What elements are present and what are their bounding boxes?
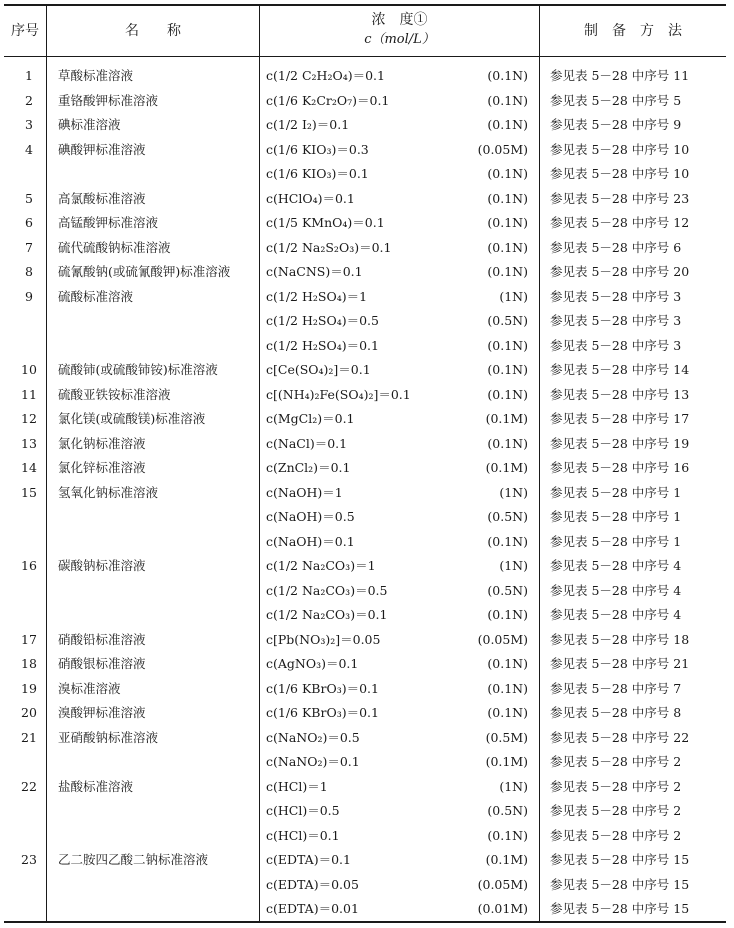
- table-row: [0, 505, 734, 530]
- row-normality: (0.1M): [485, 754, 528, 769]
- row-concentration-expression: c(EDTA)＝0.01: [266, 901, 359, 916]
- row-concentration-expression: c(HCl)＝0.5: [266, 803, 340, 818]
- row-normality: (0.1M): [485, 852, 528, 867]
- table-header-rule: [4, 56, 726, 57]
- row-normality: (0.1M): [485, 411, 528, 426]
- table-row: [0, 750, 734, 775]
- row-concentration-expression: c(MgCl₂)＝0.1: [266, 411, 355, 426]
- table-row: [0, 652, 734, 677]
- row-concentration-expression: c(1/2 Na₂CO₃)＝0.1: [266, 607, 388, 622]
- row-concentration-expression: c(EDTA)＝0.05: [266, 876, 359, 892]
- row-serial-no: 3: [25, 117, 33, 132]
- row-concentration-expression: c(AgNO₃)＝0.1: [266, 656, 359, 671]
- row-normality: (0.5N): [487, 803, 528, 818]
- table-row: [0, 407, 734, 432]
- row-normality: (0.1N): [487, 239, 528, 255]
- row-preparation-method: 参见表 5－28 中序号 4: [550, 558, 682, 573]
- row-concentration-expression: c(1/2 I₂)＝0.1: [266, 117, 350, 132]
- row-concentration-expression: c(1/2 H₂SO₄)＝0.5: [266, 313, 379, 328]
- row-preparation-method: 参见表 5－28 中序号 12: [550, 215, 690, 230]
- table-row: [0, 64, 734, 89]
- row-preparation-method: 参见表 5－28 中序号 2: [550, 754, 682, 769]
- table-row: [0, 873, 734, 898]
- table-row: [0, 162, 734, 187]
- row-solution-name: 氯化锌标准溶液: [58, 460, 146, 475]
- row-solution-name: 高锰酸钾标准溶液: [58, 215, 159, 230]
- row-serial-no: 10: [21, 362, 37, 377]
- row-concentration-expression: c(1/6 KBrO₃)＝0.1: [266, 705, 379, 720]
- row-preparation-method: 参见表 5－28 中序号 15: [550, 852, 690, 867]
- row-concentration-expression: c(NaNO₂)＝0.1: [266, 754, 360, 769]
- row-preparation-method: 参见表 5－28 中序号 3: [550, 288, 682, 304]
- row-concentration-expression: c(ZnCl₂)＝0.1: [266, 460, 351, 475]
- row-normality: (0.1N): [487, 264, 528, 279]
- row-normality: (0.1N): [487, 607, 528, 622]
- row-preparation-method: 参见表 5－28 中序号 3: [550, 337, 682, 353]
- table-row: [0, 897, 734, 922]
- row-serial-no: 2: [25, 92, 33, 108]
- row-concentration-expression: c[Pb(NO₃)₂]＝0.05: [266, 631, 381, 647]
- header-name: 名 称: [125, 23, 181, 39]
- row-concentration-expression: c(EDTA)＝0.1: [266, 852, 351, 867]
- row-normality: (0.1N): [487, 166, 528, 181]
- row-solution-name: 重铬酸钾标准溶液: [58, 92, 159, 108]
- row-serial-no: 18: [21, 656, 37, 671]
- header-concentration-title: 浓 度①: [371, 12, 428, 28]
- row-normality: (0.1N): [487, 92, 528, 108]
- row-solution-name: 草酸标准溶液: [58, 68, 134, 83]
- row-normality: (0.1N): [487, 680, 528, 696]
- row-solution-name: 溴标准溶液: [58, 680, 121, 696]
- row-preparation-method: 参见表 5－28 中序号 14: [550, 362, 690, 377]
- row-preparation-method: 参见表 5－28 中序号 4: [550, 582, 682, 598]
- row-normality: (0.1N): [487, 435, 528, 451]
- row-serial-no: 14: [21, 460, 37, 475]
- row-serial-no: 11: [21, 386, 37, 402]
- row-concentration-expression: c(NaOH)＝0.1: [266, 533, 355, 549]
- row-normality: (0.1N): [487, 533, 528, 549]
- row-concentration-expression: c(NaCl)＝0.1: [266, 435, 348, 451]
- table-row: [0, 285, 734, 310]
- row-serial-no: 9: [25, 288, 33, 304]
- row-preparation-method: 参见表 5－28 中序号 1: [550, 509, 682, 524]
- row-serial-no: 12: [21, 411, 37, 426]
- row-concentration-expression: c(1/2 Na₂CO₃)＝1: [266, 558, 376, 573]
- table-row: [0, 824, 734, 849]
- row-normality: (0.1N): [487, 362, 528, 377]
- header-preparation-method: 制 备 方 法: [584, 23, 682, 39]
- row-concentration-expression: c(NaNO₂)＝0.5: [266, 729, 360, 745]
- row-normality: (0.1N): [487, 827, 528, 843]
- row-preparation-method: 参见表 5－28 中序号 20: [550, 264, 690, 279]
- table-row: [0, 236, 734, 261]
- row-serial-no: 21: [21, 729, 37, 745]
- row-concentration-expression: c(NaCNS)＝0.1: [266, 264, 363, 279]
- row-serial-no: 23: [21, 852, 37, 867]
- row-normality: (0.1N): [487, 190, 528, 206]
- row-concentration-expression: c(1/6 KIO₃)＝0.3: [266, 141, 369, 157]
- row-serial-no: 5: [25, 190, 33, 206]
- table-row: [0, 358, 734, 383]
- row-normality: (0.01M): [477, 901, 528, 916]
- row-concentration-expression: c(1/6 KIO₃)＝0.1: [266, 166, 369, 181]
- row-concentration-expression: c(1/2 C₂H₂O₄)＝0.1: [266, 68, 385, 83]
- row-concentration-expression: c(1/5 KMnO₄)＝0.1: [266, 215, 385, 230]
- row-normality: (0.1M): [485, 460, 528, 475]
- row-normality: (0.1N): [487, 117, 528, 132]
- row-normality: (0.5N): [487, 582, 528, 598]
- row-preparation-method: 参见表 5－28 中序号 16: [550, 460, 690, 475]
- table-row: [0, 481, 734, 506]
- table-row: [0, 334, 734, 359]
- row-normality: (0.1N): [487, 68, 528, 83]
- row-concentration-expression: c(1/2 H₂SO₄)＝0.1: [266, 337, 379, 353]
- row-preparation-method: 参见表 5－28 中序号 13: [550, 386, 690, 402]
- row-normality: (1N): [499, 288, 528, 304]
- row-concentration-expression: c(1/6 KBrO₃)＝0.1: [266, 680, 379, 696]
- row-preparation-method: 参见表 5－28 中序号 3: [550, 313, 682, 328]
- row-solution-name: 硫酸标准溶液: [58, 288, 134, 304]
- row-normality: (0.1N): [487, 705, 528, 720]
- row-solution-name: 碳酸钠标准溶液: [58, 558, 146, 573]
- row-preparation-method: 参见表 5－28 中序号 10: [550, 166, 690, 181]
- table-row: [0, 309, 734, 334]
- row-preparation-method: 参见表 5－28 中序号 17: [550, 411, 690, 426]
- header-serial-no: 序号: [11, 23, 39, 39]
- table-row: [0, 456, 734, 481]
- table-row: [0, 530, 734, 555]
- row-normality: (0.1N): [487, 337, 528, 353]
- row-solution-name: 硫酸铈(或硫酸铈铵)标准溶液: [58, 362, 218, 377]
- row-normality: (0.5M): [485, 729, 528, 745]
- row-solution-name: 硝酸铅标准溶液: [58, 631, 146, 647]
- row-serial-no: 15: [21, 484, 37, 500]
- table-row: [0, 187, 734, 212]
- table-row: [0, 677, 734, 702]
- header-concentration-unit: c（mol/L）: [364, 32, 435, 47]
- row-solution-name: 氯化镁(或硫酸镁)标准溶液: [58, 411, 206, 426]
- table-row: [0, 799, 734, 824]
- row-solution-name: 硫酸亚铁铵标准溶液: [58, 386, 171, 402]
- row-solution-name: 盐酸标准溶液: [58, 778, 134, 794]
- row-solution-name: 氢氧化钠标准溶液: [58, 484, 159, 500]
- row-concentration-expression: c(1/2 Na₂S₂O₃)＝0.1: [266, 239, 392, 255]
- row-normality: (0.05M): [477, 631, 528, 647]
- row-normality: (0.05M): [477, 141, 528, 157]
- table-row: [0, 554, 734, 579]
- row-concentration-expression: c(1/2 Na₂CO₃)＝0.5: [266, 582, 388, 598]
- row-normality: (1N): [499, 558, 528, 573]
- row-concentration-expression: c[(NH₄)₂Fe(SO₄)₂]＝0.1: [266, 386, 411, 402]
- row-preparation-method: 参见表 5－28 中序号 2: [550, 803, 682, 818]
- row-concentration-expression: c(1/6 K₂Cr₂O₇)＝0.1: [266, 92, 390, 108]
- row-preparation-method: 参见表 5－28 中序号 1: [550, 484, 682, 500]
- row-normality: (0.1N): [487, 215, 528, 230]
- row-solution-name: 硫氰酸钠(或硫氰酸钾)标准溶液: [58, 264, 231, 279]
- table-row: [0, 89, 734, 114]
- row-serial-no: 13: [21, 435, 37, 451]
- row-normality: (1N): [499, 778, 528, 794]
- table-row: [0, 260, 734, 285]
- row-solution-name: 乙二胺四乙酸二钠标准溶液: [58, 852, 209, 867]
- table-row: [0, 775, 734, 800]
- row-solution-name: 硫代硫酸钠标准溶液: [58, 239, 171, 255]
- row-preparation-method: 参见表 5－28 中序号 15: [550, 876, 690, 892]
- row-preparation-method: 参见表 5－28 中序号 19: [550, 435, 690, 451]
- table-row: [0, 432, 734, 457]
- row-concentration-expression: c(HClO₄)＝0.1: [266, 190, 355, 206]
- row-preparation-method: 参见表 5－28 中序号 5: [550, 92, 682, 108]
- table-row: [0, 113, 734, 138]
- row-solution-name: 溴酸钾标准溶液: [58, 705, 146, 720]
- row-normality: (0.05M): [477, 876, 528, 892]
- row-concentration-expression: c(1/2 H₂SO₄)＝1: [266, 288, 368, 304]
- row-serial-no: 20: [21, 705, 37, 720]
- row-preparation-method: 参见表 5－28 中序号 1: [550, 533, 682, 549]
- row-preparation-method: 参见表 5－28 中序号 23: [550, 190, 690, 206]
- row-preparation-method: 参见表 5－28 中序号 10: [550, 141, 690, 157]
- row-normality: (0.1N): [487, 656, 528, 671]
- row-serial-no: 22: [21, 778, 37, 794]
- row-normality: (1N): [499, 484, 528, 500]
- row-solution-name: 碘标准溶液: [58, 117, 121, 132]
- row-preparation-method: 参见表 5－28 中序号 2: [550, 778, 682, 794]
- row-normality: (0.5N): [487, 313, 528, 328]
- row-concentration-expression: c(HCl)＝1: [266, 778, 328, 794]
- row-preparation-method: 参见表 5－28 中序号 2: [550, 827, 682, 843]
- table-row: [0, 383, 734, 408]
- row-solution-name: 高氯酸标准溶液: [58, 190, 146, 206]
- header-concentration: [260, 4, 539, 56]
- table-row: [0, 701, 734, 726]
- row-serial-no: 6: [25, 215, 33, 230]
- table-row: [0, 628, 734, 653]
- row-serial-no: 7: [25, 239, 33, 255]
- table-row: [0, 211, 734, 236]
- row-serial-no: 17: [21, 631, 37, 647]
- row-preparation-method: 参见表 5－28 中序号 8: [550, 705, 682, 720]
- row-concentration-expression: c(HCl)＝0.1: [266, 827, 340, 843]
- row-preparation-method: 参见表 5－28 中序号 15: [550, 901, 690, 916]
- row-serial-no: 16: [21, 558, 37, 573]
- row-serial-no: 8: [25, 264, 33, 279]
- row-preparation-method: 参见表 5－28 中序号 7: [550, 680, 682, 696]
- row-solution-name: 碘酸钾标准溶液: [58, 141, 146, 157]
- row-solution-name: 亚硝酸钠标准溶液: [58, 729, 159, 745]
- row-concentration-expression: c(NaOH)＝1: [266, 484, 343, 500]
- row-solution-name: 氯化钠标准溶液: [58, 435, 146, 451]
- table-body: [0, 64, 734, 922]
- row-preparation-method: 参见表 5－28 中序号 22: [550, 729, 690, 745]
- row-preparation-method: 参见表 5－28 中序号 21: [550, 656, 690, 671]
- table-row: [0, 579, 734, 604]
- row-serial-no: 19: [21, 680, 37, 696]
- table-row: [0, 726, 734, 751]
- row-concentration-expression: c(NaOH)＝0.5: [266, 509, 355, 524]
- row-preparation-method: 参见表 5－28 中序号 11: [550, 68, 690, 83]
- row-serial-no: 4: [25, 141, 33, 157]
- row-normality: (0.5N): [487, 509, 528, 524]
- table-row: [0, 848, 734, 873]
- table-row: [0, 603, 734, 628]
- row-normality: (0.1N): [487, 386, 528, 402]
- row-preparation-method: 参见表 5－28 中序号 18: [550, 631, 690, 647]
- row-serial-no: 1: [25, 68, 33, 83]
- row-solution-name: 硝酸银标准溶液: [58, 656, 146, 671]
- row-concentration-expression: c[Ce(SO₄)₂]＝0.1: [266, 362, 371, 377]
- row-preparation-method: 参见表 5－28 中序号 6: [550, 239, 682, 255]
- row-preparation-method: 参见表 5－28 中序号 9: [550, 117, 682, 132]
- table-row: [0, 138, 734, 163]
- row-preparation-method: 参见表 5－28 中序号 4: [550, 607, 682, 622]
